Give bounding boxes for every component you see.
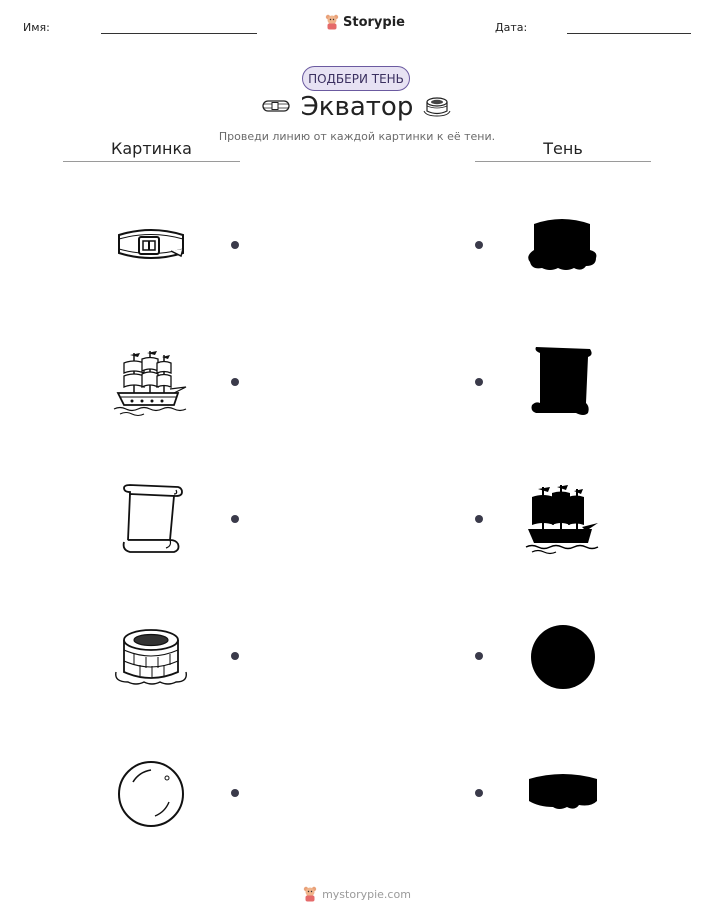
connect-dot-left-5[interactable]: [231, 789, 239, 797]
connect-dot-right-2[interactable]: [475, 378, 483, 386]
belt-icon: [116, 227, 186, 263]
sailing-ship-icon: [112, 349, 188, 417]
footer: [0, 886, 714, 902]
date-line[interactable]: [567, 33, 691, 34]
belt-shadow-icon: [527, 773, 599, 813]
instructions-text: Проведи линию от каждой картинки к её тени.: [218, 130, 496, 143]
page-title: Экватор: [300, 92, 414, 122]
date-label: Дата:: [495, 21, 528, 34]
brand-logo: [325, 14, 405, 30]
column-header-shadow: Тень: [543, 139, 583, 158]
well-icon: [114, 626, 188, 686]
sailing-ship-shadow-icon: [526, 485, 600, 555]
connect-dot-left-3[interactable]: [231, 515, 239, 523]
scroll-shadow-icon: [528, 347, 594, 417]
connect-dot-left-1[interactable]: [231, 241, 239, 249]
connect-dot-right-1[interactable]: [475, 241, 483, 249]
bubble-shadow-icon: [530, 624, 596, 690]
bear-mascot-icon: [325, 14, 339, 30]
brand-name: Storypie: [343, 14, 405, 30]
connect-dot-right-5[interactable]: [475, 789, 483, 797]
connect-dot-left-2[interactable]: [231, 378, 239, 386]
footer-url[interactable]: mystorypie.com: [322, 887, 411, 901]
bubble-icon: [117, 760, 185, 828]
connect-dot-right-4[interactable]: [475, 652, 483, 660]
connect-dot-right-3[interactable]: [475, 515, 483, 523]
column-underline-right: [475, 161, 651, 162]
well-small-icon: [423, 97, 451, 117]
connect-dot-left-4[interactable]: [231, 652, 239, 660]
scroll-icon: [120, 484, 184, 554]
activity-badge: ПОДБЕРИ ТЕНЬ: [302, 66, 410, 91]
name-line[interactable]: [101, 33, 257, 34]
column-header-picture: Картинка: [111, 139, 192, 158]
well-shadow-icon: [526, 218, 598, 272]
bear-mascot-icon: [303, 886, 317, 902]
name-label: Имя:: [23, 21, 50, 34]
column-underline-left: [63, 161, 240, 162]
